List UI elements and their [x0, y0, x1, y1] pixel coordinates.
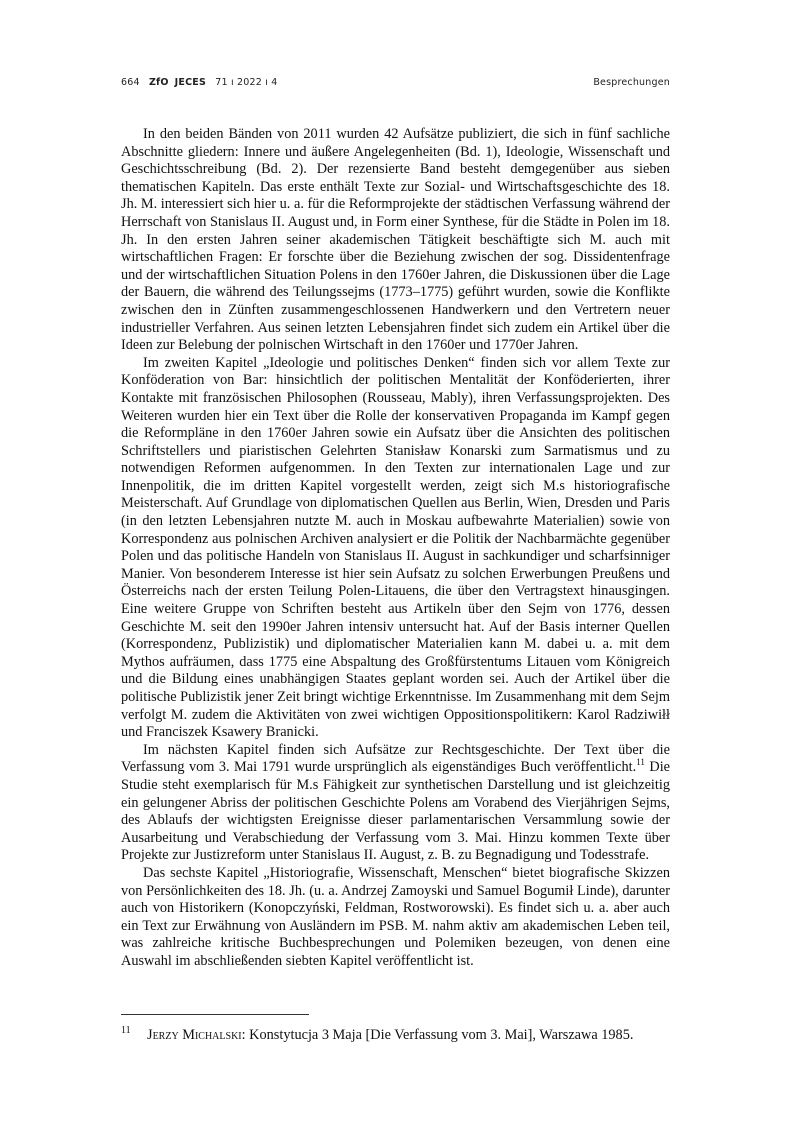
paragraph-2: Im zweiten Kapitel „Ideologie und politisches Denken“ finden sich vor allem Texte zur Konföderation von Bar: hinsichtlich der politischen Mentalität der Konföderierten, ihrer Kontakte mit französischen Philosophen (Rousseau, Mably), ihren Verfassungsprojekten. Des Weiteren wurden hier ein Text über die Rolle der konservativen Propaganda im Kampf gegen die Reformpläne in den 1760er Jahren sowie ein Aufsatz über die Ansichten des politischen Schriftstellers und piaristischen Gelehrten Stanisław Konarski zum Sarmatismus und zu notwendigen Reformen aufgenommen. In den Texten zur internationalen Lage und zur Innenpolitik, die im dritten Kapitel vorgestellt werden, zeigt sich M.s historiografische Meisterschaft. Auf Grundlage von diplomatischen Quellen aus Berlin, Wien, Dresden und Paris (in den letzten Lebensjahren nutzte M. auch in Moskau aufbewahrte Materialien) sowie von Korrespondenz aus polnischen Archiven analysiert er die Politik der Nachbarmächte gegenüber Polen und das politische Handeln von Stanislaus II. August in sachkundiger und scharfsinniger Manier. Von besonderem Interesse ist hier sein Aufsatz zu solchen Erwerbungen Preußens und Österreichs nach der ersten Teilung Polen-Litauens, die über den Vertragstext hinausgingen. Eine weitere Gruppe von Schriften besteht aus Artikeln über den Sejm von 1776, dessen Geschichte M. seit den 1990er Jahren intensiv untersucht hat. Auf der Basis interner Quellen (Korrespondenz, Publizistik) und diplomatischer Materialien kann M. dabei u. a. mit dem Mythos aufräumen, dass 1775 eine Abspaltung des Großfürstentums Litauen vom Königreich und die Bildung eines unabhängigen Staates geplant worden sei. Auch der Artikel über die politische Publizistik jener Zeit bringt wichtige Erkenntnisse. Im Zusammenhang mit dem Sejm verfolgt M. zudem die Aktivitäten von zwei wichtigen Oppositionspolitikern: Karol Radziwiłł und Franciszek Ksawery Branicki. [121, 354, 670, 741]
footnote-rule [121, 1014, 309, 1015]
journal-subtitle: JECES [174, 76, 206, 88]
footnote-text: : Konstytucja 3 Maja [Die Verfassung vom 3. Mai], Warszawa 1985. [241, 1026, 634, 1043]
paragraph-3-text-a: Im nächsten Kapitel finden sich Aufsätze zur Rechtsgeschichte. Der Text über die Verfassung vom 3. Mai 1791 wurde ursprünglich als eigenständiges Buch veröffentlicht. [121, 741, 670, 776]
footnote [121, 1022, 670, 1044]
paragraph-4: Das sechste Kapitel „Historiografie, Wissenschaft, Menschen“ bietet biografische Skizzen von Persönlichkeiten des 18. Jh. (u. a. Andrzej Zamoyski und Samuel Bogumił Linde), darunter auch von Historikern (Konopczyński, Feldman, Rostworowski). Es findet sich u. a. aber auch ein Text zur Erwähnung von Ausländern im PSB. M. nahm aktiv am akademischen Leben teil, was zahlreiche kritische Buchbesprechungen und Polemiken bezeugen, von denen eine Auswahl im abschließenden siebten Kapitel veröffentlicht ist. [121, 864, 670, 969]
paragraph-1: In den beiden Bänden von 2011 wurden 42 Aufsätze publiziert, die sich in fünf sachliche Abschnitte gliedern: Innere und äußere Angelegenheiten (Bd. 1), Ideologie, Wissenschaft und Geschichtsschreibung (Bd. 2). Der rezensierte Band besteht demgegenüber aus sieben thematischen Kapiteln. Das erste enthält Texte zur Sozial- und Wirtschaftsgeschichte des 18. Jh. M. interessiert sich hier u. a. für die Reformprojekte der städtischen Verfassung während der Herrschaft von Stanislaus II. August und, in Form einer Synthese, für die Städte in Polen im 18. Jh. In den ersten Jahren seiner akademischen Tätigkeit beschäftigte sich M. auch mit wirtschaftlichen Fragen: Er forschte über die Beziehung zwischen der sog. Dissidentenfrage und der wirtschaftlichen Situation Polens in den 1760er Jahren, die Diskussionen über die Lage der Bauern, die während des Teilungssejms (1773–1775) geführt wurden, sowie die Konflikte zwischen den in Zünften zusammengeschlossenen Handwerkern und den Vertretern neuer industrieller Verfahren. Aus seinen letzten Lebensjahren findet sich zudem ein Artikel über die Ideen zur Belebung der polnischen Wirtschaft in den 1760er und 1770er Jahren. [121, 126, 670, 354]
body-text [121, 126, 670, 971]
journal-name: ZfO [148, 76, 169, 88]
journal-issue: 71 ı 2022 ı 4 [215, 76, 278, 88]
paragraph-3 [121, 742, 670, 865]
footnote-author: Jerzy Michalski [147, 1026, 242, 1043]
section-name: Besprechungen [593, 76, 670, 88]
running-header [121, 74, 670, 90]
header-left [121, 77, 284, 88]
page-number: 664 [121, 76, 140, 88]
footnote-reference[interactable]: 11 [636, 757, 645, 768]
paragraph-3-text-b: Die Studie steht exemplarisch für M.s Fähigkeit zur synthetischen Darstellung und ist gleichzeitig ein gelungener Abriss der politischen Geschichte Polens am Vorabend des Vierjährigen Sejms, des Ablaufs der wichtigsten Ereignisse dieser parlamentarischen Versammlung sowie der Ausarbeitung und Verabschiedung der Verfassung vom 3. Mai. Hinzu kommen Texte über Projekte zur Justizreform unter Stanislaus II. August, z. B. zu Begnadigung und Todesstrafe. [121, 759, 671, 864]
footnote-number: 11 [121, 1025, 131, 1036]
